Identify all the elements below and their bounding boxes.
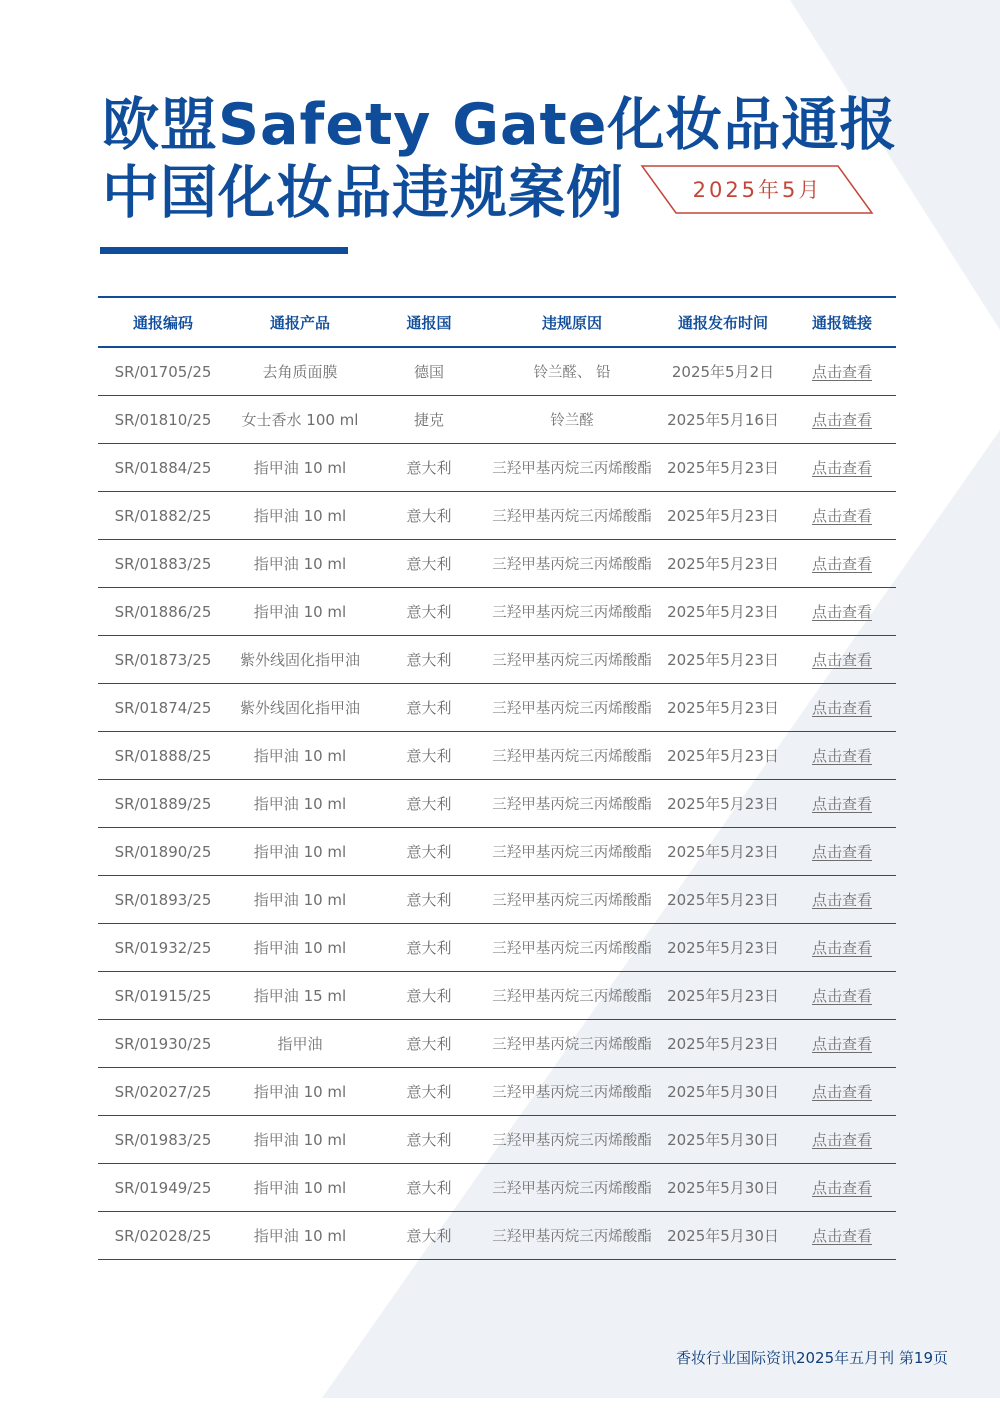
cell-cause: 三羟甲基丙烷三丙烯酸酯 xyxy=(486,1068,658,1116)
view-link[interactable]: 点击查看 xyxy=(811,699,872,717)
cell-date: 2025年5月2日 xyxy=(658,347,788,396)
view-link[interactable]: 点击查看 xyxy=(811,843,872,861)
cell-date: 2025年5月23日 xyxy=(658,636,788,684)
header-date: 通报发布时间 xyxy=(658,297,788,347)
cell-country: 意大利 xyxy=(372,636,486,684)
cell-code: SR/01882/25 xyxy=(98,492,228,540)
cell-country: 意大利 xyxy=(372,1164,486,1212)
cell-country: 意大利 xyxy=(372,444,486,492)
cell-country: 意大利 xyxy=(372,1212,486,1260)
cell-code: SR/01889/25 xyxy=(98,780,228,828)
view-link[interactable]: 点击查看 xyxy=(811,1227,872,1245)
cell-date: 2025年5月16日 xyxy=(658,396,788,444)
table-header xyxy=(98,297,896,347)
cell-code: SR/01884/25 xyxy=(98,444,228,492)
table-row xyxy=(98,972,896,1020)
cell-date: 2025年5月23日 xyxy=(658,924,788,972)
cell-country: 意大利 xyxy=(372,828,486,876)
cell-country: 意大利 xyxy=(372,780,486,828)
cell-code: SR/01874/25 xyxy=(98,684,228,732)
cell-country: 意大利 xyxy=(372,684,486,732)
cell-link xyxy=(788,876,896,924)
page-footer: 香妆行业国际资讯2025年五月刊 第19页 xyxy=(675,1349,948,1367)
table-row xyxy=(98,396,896,444)
cell-date: 2025年5月23日 xyxy=(658,780,788,828)
cell-cause: 三羟甲基丙烷三丙烯酸酯 xyxy=(486,588,658,636)
table-row xyxy=(98,684,896,732)
table-row xyxy=(98,828,896,876)
cell-cause: 三羟甲基丙烷三丙烯酸酯 xyxy=(486,828,658,876)
view-link[interactable]: 点击查看 xyxy=(811,411,872,429)
cell-product: 女士香水 100 ml xyxy=(228,396,372,444)
cell-product: 去角质面膜 xyxy=(228,347,372,396)
table-row xyxy=(98,540,896,588)
cell-date: 2025年5月23日 xyxy=(658,588,788,636)
cell-link xyxy=(788,636,896,684)
cell-code: SR/01949/25 xyxy=(98,1164,228,1212)
cell-link xyxy=(788,444,896,492)
cell-code: SR/01883/25 xyxy=(98,540,228,588)
cell-link xyxy=(788,347,896,396)
cell-link xyxy=(788,732,896,780)
cell-date: 2025年5月30日 xyxy=(658,1164,788,1212)
cell-product: 紫外线固化指甲油 xyxy=(228,684,372,732)
cell-cause: 三羟甲基丙烷三丙烯酸酯 xyxy=(486,444,658,492)
cell-country: 意大利 xyxy=(372,876,486,924)
cell-product: 指甲油 10 ml xyxy=(228,1068,372,1116)
cell-link xyxy=(788,1020,896,1068)
view-link[interactable]: 点击查看 xyxy=(811,747,872,765)
cell-code: SR/01810/25 xyxy=(98,396,228,444)
cell-code: SR/01893/25 xyxy=(98,876,228,924)
table-row xyxy=(98,444,896,492)
cell-product: 指甲油 15 ml xyxy=(228,972,372,1020)
table-row xyxy=(98,636,896,684)
cell-date: 2025年5月23日 xyxy=(658,492,788,540)
cell-product: 指甲油 xyxy=(228,1020,372,1068)
view-link[interactable]: 点击查看 xyxy=(811,795,872,813)
table-row xyxy=(98,732,896,780)
cell-cause: 三羟甲基丙烷三丙烯酸酯 xyxy=(486,1212,658,1260)
cell-code: SR/01930/25 xyxy=(98,1020,228,1068)
cell-link xyxy=(788,972,896,1020)
cell-code: SR/02027/25 xyxy=(98,1068,228,1116)
cell-link xyxy=(788,780,896,828)
cell-date: 2025年5月30日 xyxy=(658,1068,788,1116)
table-row xyxy=(98,1212,896,1260)
view-link[interactable]: 点击查看 xyxy=(811,1131,872,1149)
cell-cause: 三羟甲基丙烷三丙烯酸酯 xyxy=(486,1116,658,1164)
page-title-line2: 中国化妆品违规案例 xyxy=(102,160,624,226)
view-link[interactable]: 点击查看 xyxy=(811,939,872,957)
date-badge xyxy=(640,165,875,215)
cell-date: 2025年5月23日 xyxy=(658,876,788,924)
header-country: 通报国 xyxy=(372,297,486,347)
cell-code: SR/01890/25 xyxy=(98,828,228,876)
cell-cause: 三羟甲基丙烷三丙烯酸酯 xyxy=(486,1164,658,1212)
cell-cause: 三羟甲基丙烷三丙烯酸酯 xyxy=(486,1020,658,1068)
cell-date: 2025年5月23日 xyxy=(658,444,788,492)
header-product: 通报产品 xyxy=(228,297,372,347)
cell-country: 意大利 xyxy=(372,1116,486,1164)
cell-code: SR/01886/25 xyxy=(98,588,228,636)
header-code: 通报编码 xyxy=(98,297,228,347)
cell-date: 2025年5月23日 xyxy=(658,540,788,588)
cell-country: 意大利 xyxy=(372,540,486,588)
header-cause: 违规原因 xyxy=(486,297,658,347)
view-link[interactable]: 点击查看 xyxy=(811,891,872,909)
cell-date: 2025年5月23日 xyxy=(658,684,788,732)
page-title-line1: 欧盟Safety Gate化妆品通报 xyxy=(102,92,898,158)
table-header-row xyxy=(98,297,896,347)
cell-country: 德国 xyxy=(372,347,486,396)
cell-date: 2025年5月23日 xyxy=(658,972,788,1020)
cell-link xyxy=(788,684,896,732)
view-link[interactable]: 点击查看 xyxy=(811,651,872,669)
cell-product: 指甲油 10 ml xyxy=(228,924,372,972)
view-link[interactable]: 点击查看 xyxy=(811,1083,872,1101)
cell-cause: 三羟甲基丙烷三丙烯酸酯 xyxy=(486,780,658,828)
cell-product: 指甲油 10 ml xyxy=(228,732,372,780)
cell-cause: 三羟甲基丙烷三丙烯酸酯 xyxy=(486,924,658,972)
cell-product: 指甲油 10 ml xyxy=(228,876,372,924)
table-row xyxy=(98,1164,896,1212)
cell-code: SR/02028/25 xyxy=(98,1212,228,1260)
cell-product: 指甲油 10 ml xyxy=(228,780,372,828)
table-row xyxy=(98,1020,896,1068)
cell-cause: 三羟甲基丙烷三丙烯酸酯 xyxy=(486,972,658,1020)
cell-cause: 铃兰醛 xyxy=(486,396,658,444)
view-link[interactable]: 点击查看 xyxy=(811,507,872,525)
cell-product: 紫外线固化指甲油 xyxy=(228,636,372,684)
date-badge-text: 2025年5月 xyxy=(692,178,823,202)
cell-link xyxy=(788,1116,896,1164)
cell-date: 2025年5月23日 xyxy=(658,828,788,876)
cell-product: 指甲油 10 ml xyxy=(228,588,372,636)
cell-cause: 三羟甲基丙烷三丙烯酸酯 xyxy=(486,540,658,588)
table-row xyxy=(98,588,896,636)
cell-link xyxy=(788,492,896,540)
cell-link xyxy=(788,588,896,636)
cell-country: 捷克 xyxy=(372,396,486,444)
cell-link xyxy=(788,1212,896,1260)
view-link[interactable]: 点击查看 xyxy=(811,1035,872,1053)
view-link[interactable]: 点击查看 xyxy=(811,459,872,477)
cell-date: 2025年5月23日 xyxy=(658,1020,788,1068)
cell-link xyxy=(788,828,896,876)
cell-link xyxy=(788,396,896,444)
cell-country: 意大利 xyxy=(372,732,486,780)
cell-cause: 三羟甲基丙烷三丙烯酸酯 xyxy=(486,636,658,684)
cell-cause: 三羟甲基丙烷三丙烯酸酯 xyxy=(486,732,658,780)
cell-product: 指甲油 10 ml xyxy=(228,1164,372,1212)
cell-code: SR/01932/25 xyxy=(98,924,228,972)
view-link[interactable]: 点击查看 xyxy=(811,363,872,381)
table-row xyxy=(98,1116,896,1164)
table-row xyxy=(98,780,896,828)
cell-cause: 三羟甲基丙烷三丙烯酸酯 xyxy=(486,492,658,540)
cell-product: 指甲油 10 ml xyxy=(228,828,372,876)
cell-code: SR/01705/25 xyxy=(98,347,228,396)
view-link[interactable]: 点击查看 xyxy=(811,555,872,573)
cell-country: 意大利 xyxy=(372,492,486,540)
cell-country: 意大利 xyxy=(372,588,486,636)
cell-product: 指甲油 10 ml xyxy=(228,1212,372,1260)
cell-date: 2025年5月30日 xyxy=(658,1212,788,1260)
header-link: 通报链接 xyxy=(788,297,896,347)
view-link[interactable]: 点击查看 xyxy=(811,987,872,1005)
cell-country: 意大利 xyxy=(372,1020,486,1068)
cell-product: 指甲油 10 ml xyxy=(228,540,372,588)
table-body xyxy=(98,347,896,1260)
cell-link xyxy=(788,540,896,588)
table-row xyxy=(98,876,896,924)
cell-code: SR/01873/25 xyxy=(98,636,228,684)
cell-link xyxy=(788,924,896,972)
cell-cause: 三羟甲基丙烷三丙烯酸酯 xyxy=(486,684,658,732)
cell-country: 意大利 xyxy=(372,924,486,972)
cell-country: 意大利 xyxy=(372,972,486,1020)
cell-link xyxy=(788,1164,896,1212)
cell-code: SR/01983/25 xyxy=(98,1116,228,1164)
notification-table xyxy=(98,296,896,1260)
table-row xyxy=(98,924,896,972)
title-underline-bar xyxy=(100,247,348,254)
cell-product: 指甲油 10 ml xyxy=(228,444,372,492)
cell-link xyxy=(788,1068,896,1116)
table-row xyxy=(98,347,896,396)
cell-cause: 三羟甲基丙烷三丙烯酸酯 xyxy=(486,876,658,924)
cell-country: 意大利 xyxy=(372,1068,486,1116)
cell-product: 指甲油 10 ml xyxy=(228,492,372,540)
cell-cause: 铃兰醛、 铅 xyxy=(486,347,658,396)
cell-date: 2025年5月30日 xyxy=(658,1116,788,1164)
cell-code: SR/01915/25 xyxy=(98,972,228,1020)
cell-code: SR/01888/25 xyxy=(98,732,228,780)
table-row xyxy=(98,1068,896,1116)
table-row xyxy=(98,492,896,540)
view-link[interactable]: 点击查看 xyxy=(811,1179,872,1197)
view-link[interactable]: 点击查看 xyxy=(811,603,872,621)
cell-product: 指甲油 10 ml xyxy=(228,1116,372,1164)
cell-date: 2025年5月23日 xyxy=(658,732,788,780)
